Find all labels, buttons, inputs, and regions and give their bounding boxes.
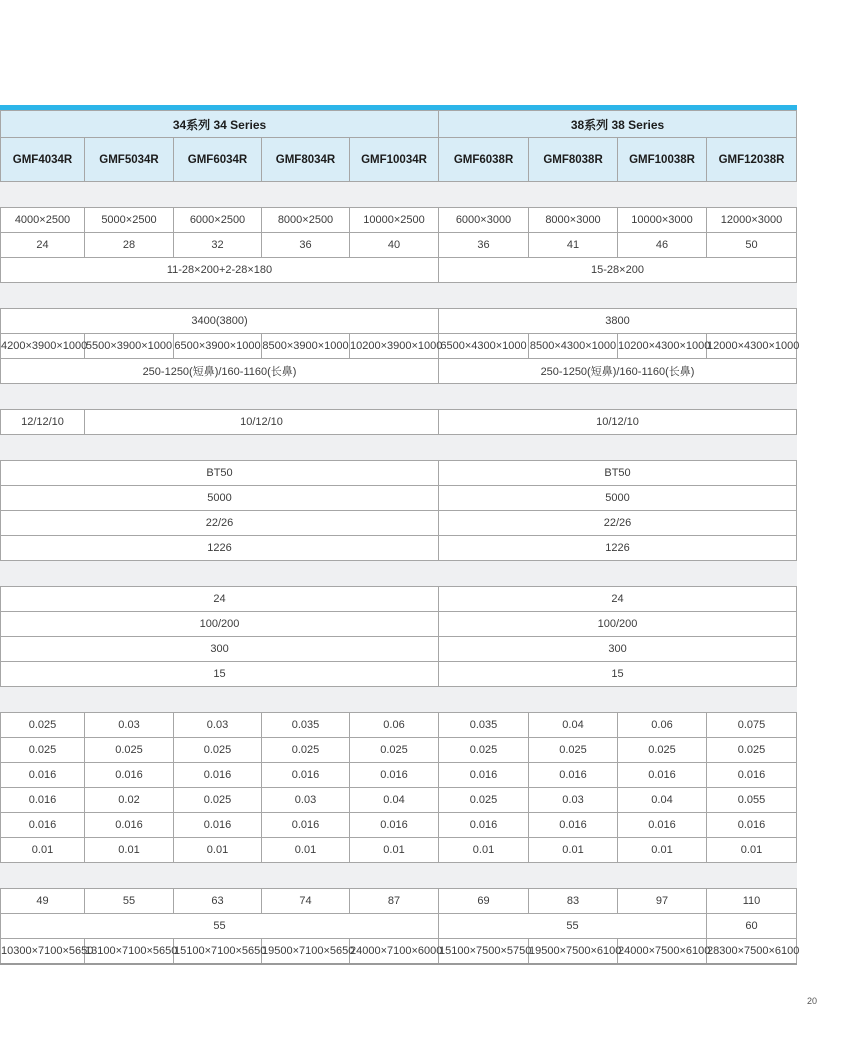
spec-cell: 0.016 bbox=[439, 763, 529, 788]
model-name: GMF4034R bbox=[1, 138, 85, 182]
spec-cell: 1226 bbox=[439, 536, 797, 561]
model-name: GMF12038R bbox=[707, 138, 797, 182]
spec-cell: 0.025 bbox=[439, 788, 529, 813]
table-row bbox=[1, 713, 797, 738]
spec-cell: 0.016 bbox=[85, 813, 174, 838]
spec-cell: 6000×2500 bbox=[174, 208, 262, 233]
spec-cell: 15100×7500×5750 bbox=[439, 939, 529, 964]
spec-cell: 0.03 bbox=[85, 713, 174, 738]
spec-cell: 50 bbox=[707, 233, 797, 258]
section-separator bbox=[0, 283, 797, 308]
spec-cell: 0.016 bbox=[439, 813, 529, 838]
spec-cell: 63 bbox=[174, 889, 262, 914]
spec-cell: 0.01 bbox=[1, 838, 85, 863]
model-name: GMF10038R bbox=[618, 138, 707, 182]
model-name: GMF8038R bbox=[529, 138, 618, 182]
spec-cell: 83 bbox=[529, 889, 618, 914]
spec-cell: 15 bbox=[439, 662, 797, 687]
spec-cell: 55 bbox=[1, 914, 439, 939]
spec-cell: 0.04 bbox=[529, 713, 618, 738]
spec-cell: 24 bbox=[1, 587, 439, 612]
spec-cell: 5000×2500 bbox=[85, 208, 174, 233]
table-row bbox=[1, 813, 797, 838]
series-header-row bbox=[1, 111, 797, 138]
spec-cell: 250-1250(短鼻)/160-1160(长鼻) bbox=[1, 359, 439, 384]
spec-cell: 46 bbox=[618, 233, 707, 258]
spec-cell: 0.01 bbox=[439, 838, 529, 863]
table-row bbox=[1, 662, 797, 687]
table-row bbox=[1, 258, 797, 283]
spec-cell: 19500×7500×6100 bbox=[529, 939, 618, 964]
spec-cell: 15 bbox=[1, 662, 439, 687]
spec-cell: 0.016 bbox=[85, 763, 174, 788]
spec-cell: 55 bbox=[439, 914, 707, 939]
spec-cell: 0.01 bbox=[85, 838, 174, 863]
spec-cell: 15100×7100×5650 bbox=[174, 939, 262, 964]
spec-cell: 12000×3000 bbox=[707, 208, 797, 233]
section-separator bbox=[0, 687, 797, 712]
spec-cell: 6500×3900×1000 bbox=[174, 334, 262, 359]
spec-cell: 40 bbox=[350, 233, 439, 258]
spec-cell: 0.04 bbox=[618, 788, 707, 813]
spec-cell: BT50 bbox=[439, 461, 797, 486]
table-row bbox=[1, 838, 797, 863]
spec-cell: 12/12/10 bbox=[1, 410, 85, 435]
spec-cell: 0.075 bbox=[707, 713, 797, 738]
spec-table-section-5 bbox=[0, 586, 797, 687]
spec-table-section-7 bbox=[0, 888, 800, 965]
spec-cell: 5000 bbox=[439, 486, 797, 511]
spec-table-header bbox=[0, 110, 797, 182]
model-name: GMF6034R bbox=[174, 138, 262, 182]
spec-cell: 0.016 bbox=[529, 813, 618, 838]
spec-cell: 41 bbox=[529, 233, 618, 258]
spec-cell: 0.02 bbox=[85, 788, 174, 813]
spec-cell: 24000×7100×6000 bbox=[350, 939, 439, 964]
spec-cell: 0.03 bbox=[174, 713, 262, 738]
spec-cell: 0.035 bbox=[439, 713, 529, 738]
spec-cell: 10000×3000 bbox=[618, 208, 707, 233]
spec-cell: 24 bbox=[1, 233, 85, 258]
spec-cell: 13100×7100×5650 bbox=[85, 939, 174, 964]
table-row bbox=[1, 461, 797, 486]
table-row bbox=[1, 889, 797, 914]
table-row bbox=[1, 788, 797, 813]
spec-cell: 100/200 bbox=[1, 612, 439, 637]
table-row bbox=[1, 334, 797, 359]
spec-cell: 28300×7500×6100 bbox=[707, 939, 797, 964]
spec-cell: 36 bbox=[262, 233, 350, 258]
spec-cell: 300 bbox=[439, 637, 797, 662]
spec-cell: 10300×7100×5650 bbox=[1, 939, 85, 964]
spec-cell: 300 bbox=[1, 637, 439, 662]
spec-cell: 110 bbox=[707, 889, 797, 914]
spec-cell: 0.016 bbox=[618, 763, 707, 788]
spec-cell: 87 bbox=[350, 889, 439, 914]
spec-cell: 0.035 bbox=[262, 713, 350, 738]
spec-cell: 6500×4300×1000 bbox=[439, 334, 529, 359]
section-separator bbox=[0, 182, 797, 207]
section-separator bbox=[0, 435, 797, 460]
spec-cell: 10200×3900×1000 bbox=[350, 334, 439, 359]
spec-cell: 0.025 bbox=[262, 738, 350, 763]
spec-table-section-2 bbox=[0, 308, 800, 384]
spec-cell: BT50 bbox=[1, 461, 439, 486]
spec-cell: 0.025 bbox=[529, 738, 618, 763]
table-row bbox=[1, 511, 797, 536]
spec-cell: 0.016 bbox=[350, 813, 439, 838]
spec-cell: 36 bbox=[439, 233, 529, 258]
table-row bbox=[1, 410, 797, 435]
table-row bbox=[1, 536, 797, 561]
table-row bbox=[1, 486, 797, 511]
spec-cell: 0.016 bbox=[262, 763, 350, 788]
spec-cell: 15-28×200 bbox=[439, 258, 797, 283]
spec-cell: 0.016 bbox=[707, 763, 797, 788]
spec-cell: 0.025 bbox=[350, 738, 439, 763]
spec-sheet bbox=[0, 105, 800, 965]
spec-cell: 97 bbox=[618, 889, 707, 914]
spec-cell: 10200×4300×1000 bbox=[618, 334, 707, 359]
spec-cell: 60 bbox=[707, 914, 797, 939]
spec-cell: 19500×7100×5650 bbox=[262, 939, 350, 964]
spec-cell: 0.06 bbox=[618, 713, 707, 738]
page-number: 20 bbox=[806, 996, 817, 1006]
spec-cell: 0.016 bbox=[350, 763, 439, 788]
spec-table-section-6 bbox=[0, 712, 797, 863]
section-separator bbox=[0, 863, 797, 888]
spec-cell: 0.06 bbox=[350, 713, 439, 738]
spec-cell: 49 bbox=[1, 889, 85, 914]
spec-table-section-3 bbox=[0, 409, 797, 435]
spec-cell: 0.025 bbox=[85, 738, 174, 763]
spec-cell: 0.03 bbox=[262, 788, 350, 813]
model-name: GMF10034R bbox=[350, 138, 439, 182]
spec-cell: 0.01 bbox=[529, 838, 618, 863]
spec-cell: 8500×4300×1000 bbox=[529, 334, 618, 359]
spec-cell: 0.025 bbox=[618, 738, 707, 763]
section-separator bbox=[0, 384, 797, 409]
spec-cell: 5000 bbox=[1, 486, 439, 511]
spec-cell: 100/200 bbox=[439, 612, 797, 637]
spec-cell: 0.01 bbox=[174, 838, 262, 863]
model-name: GMF6038R bbox=[439, 138, 529, 182]
model-name: GMF8034R bbox=[262, 138, 350, 182]
spec-cell: 0.016 bbox=[262, 813, 350, 838]
model-header-row bbox=[1, 138, 797, 182]
spec-cell: 0.025 bbox=[439, 738, 529, 763]
spec-cell: 28 bbox=[85, 233, 174, 258]
spec-cell: 0.04 bbox=[350, 788, 439, 813]
spec-cell: 0.016 bbox=[707, 813, 797, 838]
table-row bbox=[1, 914, 797, 939]
table-row bbox=[1, 359, 797, 384]
series-header: 38系列 38 Series bbox=[439, 111, 797, 138]
table-row bbox=[1, 208, 797, 233]
section-separator bbox=[0, 561, 797, 586]
spec-cell: 0.025 bbox=[1, 713, 85, 738]
spec-cell: 8000×2500 bbox=[262, 208, 350, 233]
spec-cell: 0.01 bbox=[707, 838, 797, 863]
spec-cell: 0.016 bbox=[174, 813, 262, 838]
table-row bbox=[1, 233, 797, 258]
spec-cell: 12000×4300×1000 bbox=[707, 334, 797, 359]
spec-cell: 4200×3900×1000 bbox=[1, 334, 85, 359]
series-header: 34系列 34 Series bbox=[1, 111, 439, 138]
table-row bbox=[1, 738, 797, 763]
spec-cell: 22/26 bbox=[439, 511, 797, 536]
spec-table-section-4 bbox=[0, 460, 797, 561]
spec-cell: 32 bbox=[174, 233, 262, 258]
spec-cell: 3800 bbox=[439, 309, 797, 334]
spec-cell: 4000×2500 bbox=[1, 208, 85, 233]
spec-cell: 0.025 bbox=[174, 788, 262, 813]
table-row bbox=[1, 763, 797, 788]
spec-cell: 10/12/10 bbox=[85, 410, 439, 435]
table-row bbox=[1, 309, 797, 334]
spec-cell: 0.025 bbox=[1, 738, 85, 763]
spec-cell: 0.016 bbox=[1, 813, 85, 838]
spec-cell: 74 bbox=[262, 889, 350, 914]
spec-cell: 0.01 bbox=[618, 838, 707, 863]
spec-cell: 0.016 bbox=[174, 763, 262, 788]
spec-cell: 69 bbox=[439, 889, 529, 914]
spec-cell: 8500×3900×1000 bbox=[262, 334, 350, 359]
table-row bbox=[1, 637, 797, 662]
spec-cell: 0.016 bbox=[529, 763, 618, 788]
spec-table-section-1 bbox=[0, 207, 797, 283]
spec-cell: 0.055 bbox=[707, 788, 797, 813]
spec-cell: 6000×3000 bbox=[439, 208, 529, 233]
spec-tables bbox=[0, 110, 800, 965]
spec-cell: 22/26 bbox=[1, 511, 439, 536]
spec-cell: 0.025 bbox=[707, 738, 797, 763]
spec-cell: 0.016 bbox=[1, 763, 85, 788]
spec-cell: 3400(3800) bbox=[1, 309, 439, 334]
spec-cell: 10/12/10 bbox=[439, 410, 797, 435]
spec-cell: 0.01 bbox=[262, 838, 350, 863]
table-row bbox=[1, 612, 797, 637]
spec-cell: 0.025 bbox=[174, 738, 262, 763]
spec-cell: 1226 bbox=[1, 536, 439, 561]
spec-cell: 11-28×200+2-28×180 bbox=[1, 258, 439, 283]
spec-cell: 24000×7500×6100 bbox=[618, 939, 707, 964]
spec-cell: 8000×3000 bbox=[529, 208, 618, 233]
spec-cell: 0.016 bbox=[618, 813, 707, 838]
spec-cell: 10000×2500 bbox=[350, 208, 439, 233]
spec-cell: 0.03 bbox=[529, 788, 618, 813]
spec-cell: 0.01 bbox=[350, 838, 439, 863]
spec-cell: 5500×3900×1000 bbox=[85, 334, 174, 359]
table-row bbox=[1, 939, 797, 964]
spec-cell: 55 bbox=[85, 889, 174, 914]
spec-cell: 24 bbox=[439, 587, 797, 612]
table-row bbox=[1, 587, 797, 612]
spec-cell: 0.016 bbox=[1, 788, 85, 813]
spec-cell: 250-1250(短鼻)/160-1160(长鼻) bbox=[439, 359, 797, 384]
model-name: GMF5034R bbox=[85, 138, 174, 182]
